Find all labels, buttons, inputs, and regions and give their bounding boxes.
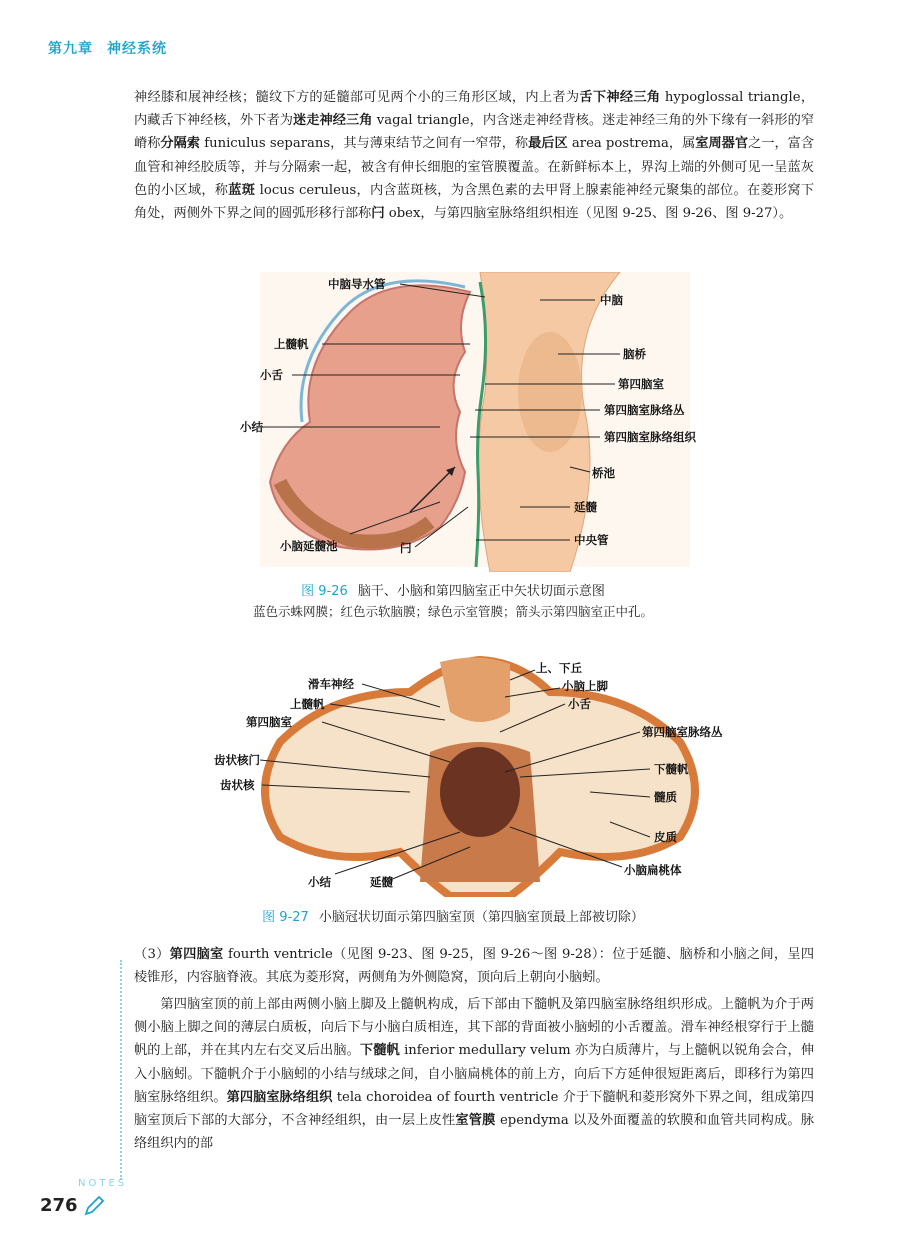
label-nodule: 小结 <box>240 420 263 434</box>
text-run: 神经膝和展神经核；髓纹下方的延髓部可见两个小的三角形区域，内上者为 <box>134 90 580 105</box>
figure-9-26-note: 蓝色示蛛网膜；红色示软脑膜；绿色示室管膜；箭头示第四脑室正中孔。 <box>252 604 653 619</box>
text-run: locus ceruleus，内含蓝斑核，为含黑色素的去甲肾上腺素能神经元聚集的部位。在菱形窝下角处，两侧外下界之间的圆弧形移行部称 <box>134 182 815 222</box>
label-central-canal: 中央管 <box>574 533 609 547</box>
chapter-title: 神经系统 <box>107 41 167 57</box>
vermis-shape <box>440 657 510 722</box>
chapter-header <box>48 38 181 58</box>
notes-label: NOTES <box>78 1178 128 1189</box>
label-superior-medullary-velum-2: 上髓帆 <box>290 697 325 711</box>
label-medulla-white-matter: 髓质 <box>654 790 677 804</box>
bold-term: 蓝斑 <box>228 182 256 198</box>
figure-9-26-title: 脑干、小脑和第四脑室正中矢状切面示意图 <box>357 584 605 599</box>
figure-9-27-number: 图 9-27 <box>262 910 309 925</box>
label-dentate-nucleus: 齿状核 <box>220 778 255 792</box>
label-lingula: 小舌 <box>260 368 283 382</box>
text-run: （3） <box>134 947 170 962</box>
figure-9-27-title: 小脑冠状切面示第四脑室顶（第四脑室顶最上部被切除） <box>318 910 644 925</box>
paragraph-3 <box>134 993 814 1155</box>
text-run: 第四脑室顶的前上部由两侧小脑上脚及上髓帆构成，后下部由下髓帆及第四脑室脉络组织形成。上髓帆为介于两侧小脑上脚之间的薄层白质板，向后下与小脑白质相连，其下部的背面被小脑蚓的小舌覆盖。滑车神经根穿行于上髓帆的上部，并在其内左右交叉后出脑。 <box>134 997 814 1059</box>
label-cortex: 皮质 <box>654 830 677 844</box>
bold-term: 室周器官 <box>695 136 749 152</box>
label-cerebellomedullary-cistern: 小脑延髓池 <box>280 539 338 553</box>
text-run: tela choroidea of fourth ventricle 介于下髓帆和菱形窝外下界之间，组成第四脑室顶后下部的大部分，不含神经组织，由一层上皮性 <box>134 1089 815 1129</box>
bold-term: 最后区 <box>528 136 568 152</box>
label-pons: 脑桥 <box>623 347 646 361</box>
margin-dotted-line <box>120 960 122 1180</box>
label-medulla: 延髓 <box>574 500 597 514</box>
figure-9-27 <box>210 652 750 897</box>
label-inferior-medullary-velum: 下髓帆 <box>654 762 689 776</box>
bold-term: 闩 <box>371 206 385 222</box>
fourth-ventricle-cavity <box>440 747 520 837</box>
figure-9-27-caption <box>0 906 906 925</box>
text-run: obex，与第四脑室脉络组织相连（见图 9-25、图 9-26、图 9-27）。 <box>384 206 793 222</box>
bold-term: 迷走神经三角 <box>293 113 373 129</box>
label-nodule-2: 小结 <box>308 875 331 889</box>
label-superior-cerebellar-peduncle: 小脑上脚 <box>562 679 608 693</box>
bold-term: 下髓帆 <box>359 1043 400 1059</box>
figure-9-26-caption <box>0 580 906 599</box>
pencil-icon <box>82 1194 106 1218</box>
text-run: funiculus separans，其与薄束结节之间有一窄带，称 <box>200 136 529 152</box>
label-medulla-2: 延髓 <box>370 875 393 889</box>
page-number: 276 <box>40 1195 78 1216</box>
text-run: fourth ventricle（见图 9-23、图 9-25，图 9-26～图 9-28）：位于延髓、脑桥和小脑之间，呈四棱锥形，内容脑脊液。其底为菱形窝，两侧角为外侧隐窝，顶向后上朝向小脑蚓。 <box>134 947 815 986</box>
label-pontine-cistern: 桥池 <box>592 466 615 480</box>
label-colliculi: 上、下丘 <box>536 661 582 675</box>
bold-term: 第四脑室 <box>169 947 224 962</box>
label-lingula-2: 小舌 <box>568 697 591 711</box>
paragraph-1 <box>134 86 814 225</box>
bold-term: 分隔索 <box>160 136 200 152</box>
text-run: 之一，富含血管和神经胶质等，并与分隔索一起，被含有伸长细胞的室管膜覆盖。在新鲜标本上，界沟上端的外侧可见一呈蓝灰色的小区域，称 <box>134 136 815 198</box>
paragraph-2 <box>134 943 814 989</box>
label-choroid-plexus-2: 第四脑室脉络丛 <box>642 725 723 739</box>
label-dentate-hilum: 齿状核门 <box>214 753 260 767</box>
bold-term: 第四脑室脉络组织 <box>226 1089 333 1105</box>
bold-term: 室管膜 <box>455 1113 496 1129</box>
label-trochlear-nerve: 滑车神经 <box>308 677 354 691</box>
label-midbrain: 中脑 <box>600 293 623 307</box>
label-fourth-ventricle-2: 第四脑室 <box>246 715 292 729</box>
text-run: area postrema，属 <box>567 136 696 152</box>
text-run: vagal triangle，内含迷走神经背核。迷走神经三角的外下缘有一斜形的窄嵴称 <box>134 113 815 152</box>
label-fourth-ventricle: 第四脑室 <box>618 377 664 391</box>
text-run: inferior medullary velum 亦为白质薄片，与上髓帆以锐角会合，伸入小脑蚓。下髓帆介于小脑蚓的小结与绒球之间，自小脑扁桃体的前上方，向后下方延伸很短距离后，即移行为第四脑室脉络组织。 <box>134 1043 815 1105</box>
label-cerebral-aqueduct: 中脑导水管 <box>328 277 386 291</box>
chapter-number: 第九章 <box>48 41 93 57</box>
label-obex: 闩 <box>400 541 412 555</box>
label-superior-medullary-velum: 上髓帆 <box>274 337 309 351</box>
label-cerebellar-tonsil: 小脑扁桃体 <box>624 863 682 877</box>
figure-9-26 <box>240 272 720 572</box>
figure-9-26-number: 图 9-26 <box>301 584 348 599</box>
label-choroid-plexus: 第四脑室脉络丛 <box>604 403 685 417</box>
text-run: hypoglossal triangle，内藏舌下神经核，外下者为 <box>134 90 815 129</box>
bold-term: 舌下神经三角 <box>579 90 661 105</box>
text-run: ependyma 以及外面覆盖的软膜和血管共同构成。脉络组织内的部 <box>134 1113 815 1152</box>
pons-shape <box>518 332 582 452</box>
label-tela-choroidea: 第四脑室脉络组织 <box>604 430 696 444</box>
